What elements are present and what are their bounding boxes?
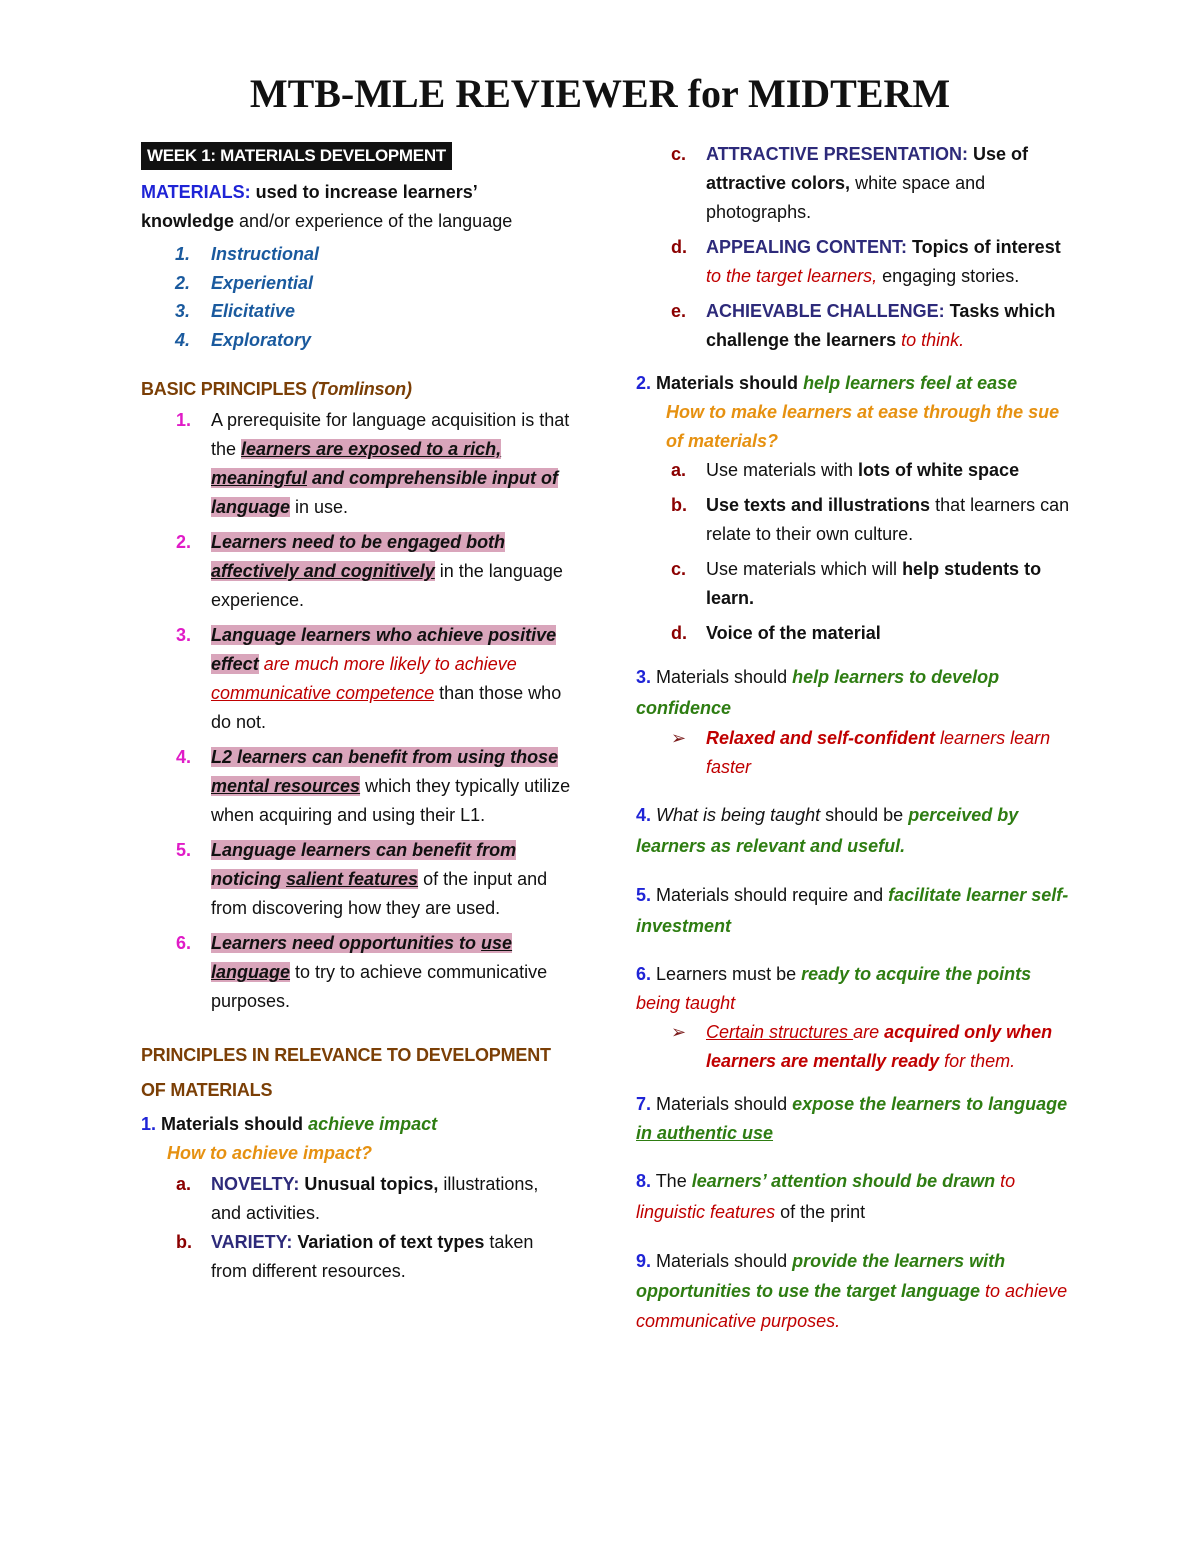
material-principle-2 — [636, 369, 1076, 398]
green-text: in authentic use — [636, 1123, 774, 1143]
principle-4 — [141, 743, 571, 830]
item-letter: d. — [671, 623, 687, 643]
principle-number: 5. — [636, 885, 652, 905]
heading-author: (Tomlinson) — [311, 379, 412, 399]
principle-text: than those who do not. — [211, 683, 562, 732]
principle-text: which they typically utilize when acquiring and using their L1. — [211, 776, 571, 825]
item-bold: Use of attractive colors, — [706, 144, 1029, 193]
red-text: being taught — [636, 993, 736, 1013]
green-text: expose the learners to language — [792, 1094, 1068, 1114]
principle-number: 4. — [176, 747, 192, 767]
page-title: MTB-MLE REVIEWER for MIDTERM — [249, 71, 951, 116]
material-principle-3 — [636, 662, 1076, 724]
arrow-bullet-icon: ➢ — [671, 1022, 687, 1042]
highlight: mental resources — [211, 776, 361, 796]
green-text: help learners to develop confidence — [636, 667, 1000, 718]
confidence-note — [636, 724, 1076, 782]
principle-text: Materials should — [651, 1094, 793, 1114]
list-item — [141, 297, 571, 326]
principle-text: The — [651, 1171, 692, 1191]
principle-number: 6. — [636, 964, 652, 984]
materials-def-bold2: knowledge — [141, 211, 235, 231]
list-number: 3. — [175, 301, 191, 321]
materials-def-bold: used to increase learners’ — [250, 182, 478, 202]
principle-1 — [141, 406, 571, 522]
item-text: white space and photographs. — [706, 173, 986, 222]
highlight: salient features — [286, 869, 419, 889]
principle-5 — [141, 836, 571, 923]
red-text: for them. — [939, 1051, 1016, 1071]
highlight: affectively and cognitively — [211, 561, 435, 581]
principle-text: in use. — [290, 497, 349, 517]
item-label: VARIETY: — [211, 1232, 293, 1252]
list-label: Instructional — [211, 244, 320, 264]
week-heading: WEEK 1: MATERIALS DEVELOPMENT — [141, 142, 452, 170]
principle-text: Materials should — [651, 667, 793, 687]
list-item — [141, 269, 571, 298]
highlight: Learners need to be engaged both — [211, 532, 506, 552]
impact-item-d — [636, 233, 1076, 291]
material-principle-6 — [636, 960, 1076, 1018]
impact-item-e — [636, 297, 1076, 355]
list-item — [141, 240, 571, 269]
list-number: 1. — [175, 244, 191, 264]
list-number: 4. — [175, 329, 191, 350]
ease-item-b — [636, 491, 1076, 549]
materials-definition — [141, 178, 571, 236]
item-text: engaging stories. — [877, 266, 1020, 286]
item-letter: b. — [671, 495, 687, 515]
item-label: ACHIEVABLE CHALLENGE: — [706, 301, 945, 321]
red-text: are much more likely to achieve — [258, 654, 517, 674]
principle-text: to try to achieve communicative purposes. — [211, 962, 548, 1011]
materials-types-list — [141, 240, 571, 354]
green-text: achieve impact — [308, 1114, 438, 1134]
highlight: Learners need opportunities to — [211, 933, 482, 953]
principle-number: 3. — [176, 625, 192, 645]
principle-number: 2. — [636, 373, 652, 393]
material-principle-4 — [636, 800, 1076, 862]
item-letter: a. — [671, 460, 687, 480]
highlight: and comprehensible input of language — [211, 468, 559, 517]
green-text: learners’ attention should be drawn — [691, 1171, 996, 1191]
item-bold: Tasks which challenge the learners — [706, 301, 1056, 350]
principle-text: should be — [820, 805, 909, 825]
principle-number: 4. — [636, 805, 652, 825]
ease-item-c — [636, 555, 1076, 613]
principle-text: in the language experience. — [211, 561, 563, 610]
green-text: help learners feel at ease — [803, 373, 1018, 393]
item-bold: lots of white space — [858, 460, 1020, 480]
principle-6 — [141, 929, 571, 1016]
item-bold: Variation of text types — [292, 1232, 485, 1252]
principle-number: 1. — [141, 1114, 157, 1134]
item-bold: Use texts and illustrations — [706, 495, 931, 515]
list-item — [141, 326, 571, 355]
red-text: to linguistic features — [636, 1171, 1016, 1222]
impact-item-a — [141, 1170, 571, 1228]
red-text: to think. — [896, 330, 965, 350]
item-text: taken from different resources. — [211, 1232, 534, 1281]
highlight: use language — [211, 933, 513, 982]
materials-label: MATERIALS: — [141, 182, 251, 202]
material-principle-7 — [636, 1090, 1076, 1148]
arrow-bullet-icon: ➢ — [671, 728, 687, 748]
material-principle-5 — [636, 880, 1076, 942]
principle-text: Materials should require and — [651, 885, 889, 905]
red-text: communicative competence — [211, 683, 435, 703]
item-letter: a. — [176, 1174, 192, 1194]
green-text: perceived by learners as relevant and useful. — [636, 805, 1019, 856]
principle-number: 1. — [176, 410, 192, 430]
principle-number: 7. — [636, 1094, 652, 1114]
highlight: L2 learners can benefit from using those — [211, 747, 559, 767]
item-text: Use materials with — [706, 460, 859, 480]
item-bold: Unusual topics, — [299, 1174, 439, 1194]
principle-text: of the print — [775, 1202, 866, 1222]
principle-number: 6. — [176, 933, 192, 953]
ease-question: How to make learners at ease through the sue of materials? — [666, 402, 1060, 451]
item-bold: Topics of interest — [907, 237, 1061, 257]
highlight: learners are exposed to a — [241, 439, 464, 459]
item-text: Use materials which will — [706, 559, 903, 579]
red-text: are — [853, 1022, 885, 1042]
green-text: facilitate learner self-investment — [636, 885, 1069, 936]
item-letter: b. — [176, 1232, 192, 1252]
left-column — [141, 140, 571, 1286]
item-label: ATTRACTIVE PRESENTATION: — [706, 144, 968, 164]
principle-2 — [141, 528, 571, 615]
highlight: rich, meaningful — [211, 439, 502, 488]
red-text: learners learn faster — [706, 728, 1051, 777]
impact-question: How to achieve impact? — [167, 1143, 373, 1163]
material-principle-9 — [636, 1246, 1076, 1336]
principle-text: Materials should — [156, 1114, 309, 1134]
list-label: Experiential — [211, 272, 314, 293]
relevance-heading: PRINCIPLES IN RELEVANCE TO DEVELOPMENT OF MATERIALS — [141, 1045, 551, 1100]
principle-text: Learners must be — [651, 964, 802, 984]
materials-def-rest: and/or experience of the language — [234, 211, 513, 231]
item-text: illustrations, and activities. — [211, 1174, 539, 1223]
item-text: that learners can relate to their own culture. — [706, 495, 1070, 544]
item-letter: e. — [671, 301, 687, 321]
red-text: Certain structures — [706, 1022, 854, 1042]
red-text: to the target learners, — [706, 266, 878, 286]
list-label: Exploratory — [211, 329, 312, 350]
principle-number: 3. — [636, 667, 652, 687]
impact-item-c — [636, 140, 1076, 227]
principle-number: 5. — [176, 840, 192, 860]
ease-item-a — [636, 456, 1076, 485]
green-text: provide the learners with opportunities to use the target language — [636, 1251, 1006, 1301]
principle-text: of the input and from discovering how they are used. — [211, 869, 548, 918]
principle-text: A prerequisite for language acquisition is that the — [211, 410, 570, 459]
highlight: Language learners can benefit from noticing — [211, 840, 517, 889]
list-number: 2. — [175, 272, 191, 293]
principle-text: Materials should — [651, 1251, 793, 1271]
item-label: APPEALING CONTENT: — [706, 237, 908, 257]
item-bold: Voice of the material — [706, 623, 881, 643]
item-bold: help students to learn. — [706, 559, 1042, 608]
item-letter: d. — [671, 237, 687, 257]
principle-3 — [141, 621, 571, 737]
list-label: Elicitative — [211, 301, 296, 321]
basic-principles-heading — [141, 374, 571, 404]
material-principle-8 — [636, 1166, 1076, 1228]
green-text: ready to acquire the points — [801, 964, 1032, 984]
item-letter: c. — [671, 559, 687, 579]
item-label: NOVELTY: — [211, 1174, 300, 1194]
principle-number: 8. — [636, 1171, 652, 1191]
ease-item-d — [636, 619, 1076, 648]
highlight: Language learners who achieve positive effect — [211, 625, 557, 674]
principle-number: 2. — [176, 532, 192, 552]
material-principle-1 — [141, 1110, 571, 1139]
heading-text: BASIC PRINCIPLES — [141, 379, 312, 399]
right-column — [636, 140, 1076, 1336]
impact-item-b — [141, 1228, 571, 1286]
principle-text: Materials should — [651, 373, 804, 393]
red-text: to achieve communicative purposes. — [636, 1281, 1068, 1331]
principle-number: 9. — [636, 1251, 652, 1271]
item-letter: c. — [671, 144, 687, 164]
italic-text: What is being taught — [651, 805, 821, 825]
red-text: Relaxed and self-confident — [706, 728, 936, 748]
red-text: acquired only when learners are mentally ready — [706, 1022, 1053, 1071]
readiness-note — [636, 1018, 1076, 1076]
